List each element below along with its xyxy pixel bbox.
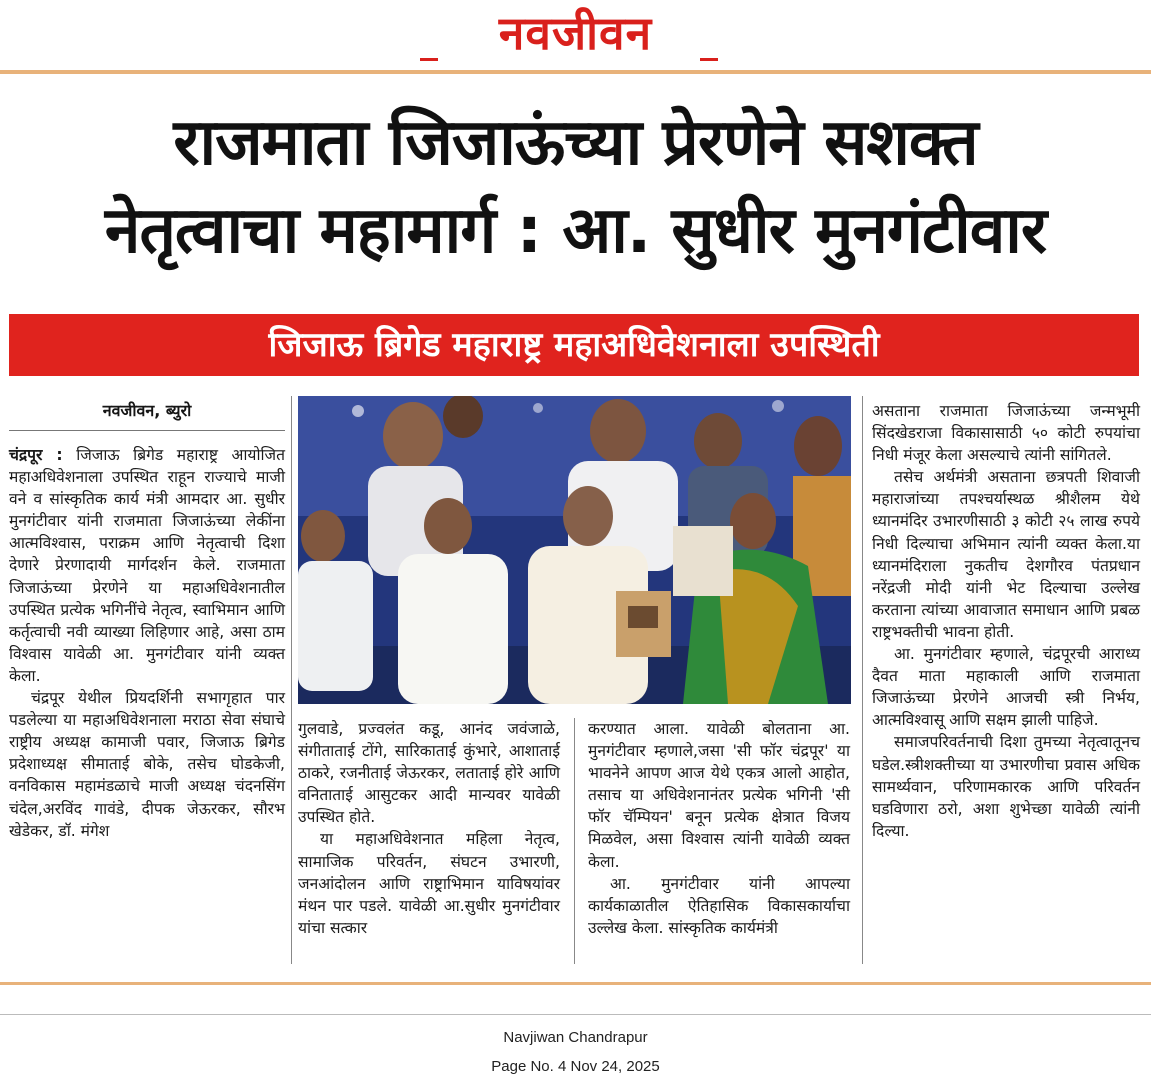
- dateline: चंद्रपूर :: [9, 446, 63, 464]
- masthead-rule-right: [700, 58, 718, 61]
- column-divider-2: [574, 718, 575, 964]
- masthead-rule-left: [420, 58, 438, 61]
- event-photo: [298, 396, 851, 704]
- column1-paragraph-2: चंद्रपूर येथील प्रियदर्शिनी सभागृहात पार पडलेल्या या महाअधिवेशनाला मराठा सेवा संघाचे राष्ट्रीय अध्यक्ष कामाजी पवार, जिजाऊ ब्रिगेड प्रदेशाध्यक्ष सीमाताई बोके, तसेच घोडकेजी, वनविकास महामंडळाचे माजी अध्यक्ष चंदनसिंग चंदेल,अरविंद गावंडे, दीपक जेऊरकर, सौरभ खेडेकर, डॉ. मंगेश: [9, 689, 285, 840]
- footer-page-date: Page No. 4 Nov 24, 2025: [491, 1058, 660, 1075]
- byline-divider: [9, 430, 285, 431]
- article-column-1: [9, 444, 285, 842]
- footer-publication: Navjiwan Chandrapur: [503, 1029, 648, 1046]
- article-column-2: [298, 718, 560, 939]
- article-column-3: [588, 718, 850, 939]
- column4-paragraph-4: समाजपरिवर्तनाची दिशा तुमच्या नेतृत्वातूनच घडेल.स्त्रीशक्तीच्या या उभारणीचा प्रवास अधिक सामर्थ्यवान, परिणामकारक आणि परिवर्तन घडविणारा ठरो, अशा शुभेच्छा यावेळी त्यांनी दिल्या.: [872, 733, 1140, 840]
- column2-paragraph-1: गुलवाडे, प्रज्वलंत कडू, आनंद जवंजाळे, संगीताताई टोंगे, सारिकाताई कुंभारे, आशाताई ठाकरे, रजनीताई जेऊरकर, लताताई होरे आणि वनिताताई आसुटकर आदी मान्यवर यावेळी उपस्थित होते.: [298, 720, 560, 827]
- masthead-logo: नवजीवन: [498, 6, 653, 60]
- footer-divider: [0, 1014, 1151, 1015]
- column1-paragraph-1: [9, 444, 285, 687]
- bottom-border: [0, 982, 1151, 985]
- subheadline-banner: जिजाऊ ब्रिगेड महाराष्ट्र महाअधिवेशनाला उपस्थिती: [9, 314, 1139, 376]
- event-photo-illustration: [298, 396, 851, 704]
- column4-paragraph-1: असताना राजमाता जिजाऊंच्या जन्मभूमी सिंदखेडराजा विकासासाठी ५० कोटी रुपयांचा निधी मंजूर केला असल्याचे त्यांनी सांगितले.: [872, 402, 1140, 465]
- column3-paragraph-1: करण्यात आला. यावेळी बोलताना आ. मुनगंटीवार म्हणाले,जसा 'सी फॉर चंद्रपूर' या भावनेने आपण आज येथे एकत्र आलो आहोत, तसाच या अधिवेशनानंतर प्रत्येक भगिनी 'सी फॉर चॅम्पियन' बनून प्रत्येक क्षेत्रात विजय मिळवेल, असा विश्वास त्यांनी यावेळी व्यक्त केला.: [588, 720, 850, 871]
- column1-text-1: जिजाऊ ब्रिगेड महाराष्ट्र आयोजित महाअधिवेशनाला उपस्थित राहून राज्याचे माजी वने व सांस्कृतिक कार्य मंत्री आमदार आ. सुधीर मुनगंटीवार यांनी राजमाता जिजाऊंच्या लेकींना आत्मविश्वास, पराक्रम आणि नेतृत्वाची दिशा देणारे प्रेरणादायी मार्गदर्शन केले. राजमाता जिजाऊंच्या प्रेरणेने या महाअधिवेशनातील उपस्थित प्रत्येक भगिनींचे नेतृत्व, स्वाभिमान आणि कर्तृत्वाची नवी व्याख्या लिहिणार आहे, असा ठाम विश्वास यावेळी आ. मुनगंटीवार यांनी व्यक्त केला.: [9, 446, 285, 685]
- column4-paragraph-3: आ. मुनगंटीवार म्हणाले, चंद्रपूरची आराध्य दैवत माता महाकाली आणि राजमाता जिजाऊंच्या प्रेरणेने आजची स्त्री निर्भय, आत्मविश्वासू आणि सक्षम झाली पाहिजे.: [872, 645, 1140, 730]
- column-divider-1: [291, 396, 292, 964]
- masthead: [0, 0, 1151, 68]
- byline: नवजीवन, ब्युरो: [102, 401, 192, 420]
- article-column-4: [872, 400, 1140, 842]
- headline-line-2: नेतृत्वाचा महामार्ग : आ. सुधीर मुनगंटीवार: [104, 194, 1047, 268]
- headline-line-1: राजमाता जिजाऊंच्या प्रेरणेने सशक्त: [173, 106, 978, 180]
- column4-paragraph-2: तसेच अर्थमंत्री असताना छत्रपती शिवाजी महाराजांच्या तपश्चर्यास्थळ श्रीशैलम येथे ध्यानमंदिर उभारणीसाठी ३ कोटी २५ लाख रुपये निधी दिल्याचा अभिमान त्यांनी व्यक्त केला.या ध्यानमंदिराला नुकतीच देशगौरव पंतप्रधान नरेंद्रजी मोदी यांनी भेट दिल्याचा उल्लेख करताना त्यांच्या आवाजात समाधान आणि प्रबळ राष्ट्रभक्तीची भावना होती.: [872, 468, 1140, 641]
- top-border: [0, 70, 1151, 74]
- column2-paragraph-2: या महाअधिवेशनात महिला नेतृत्व, सामाजिक परिवर्तन, संघटन उभारणी, जनआंदोलन आणि राष्ट्राभिमान याविषयांवर मंथन पार पडले. यावेळी आ.सुधीर मुनगंटीवार यांचा सत्कार: [298, 830, 560, 937]
- column-divider-3: [862, 396, 863, 964]
- column3-paragraph-2: आ. मुनगंटीवार यांनी आपल्या कार्यकाळातील ऐतिहासिक विकासकार्याचा उल्लेख केला. सांस्कृतिक कार्यमंत्री: [588, 874, 850, 937]
